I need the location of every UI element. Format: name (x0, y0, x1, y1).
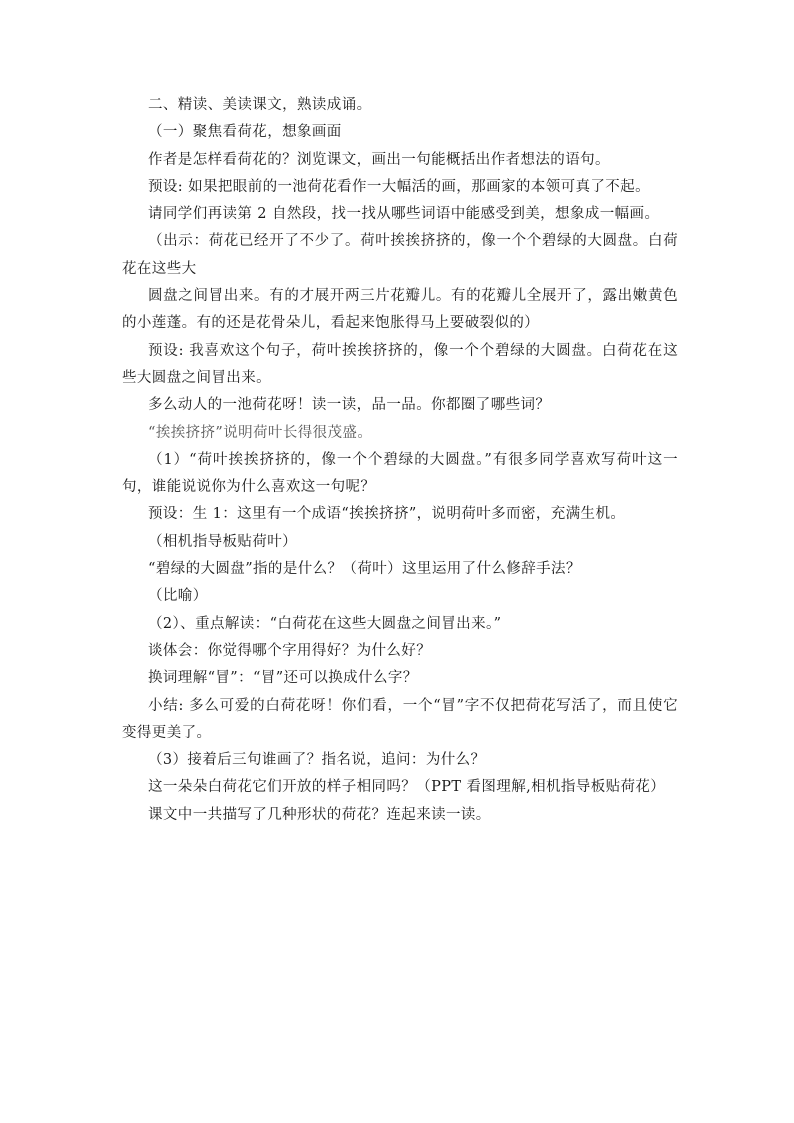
paragraph: 预设: 如果把眼前的一池荷花看作一大幅活的画，那画家的本领可真了不起。 (148, 178, 650, 195)
paragraph: （2）、重点解读：“白荷花在这些大圆盘之间冒出来。” (148, 615, 502, 632)
paragraph: “挨挨挤挤”说明荷叶长得很茂盛。 (148, 424, 373, 441)
subsection-heading: （一）聚焦看荷花，想象画面 (148, 124, 342, 141)
paragraph: （相机指导板贴荷叶） (148, 533, 297, 550)
section-heading: 二、精读、美读课文，熟读成诵。 (148, 97, 372, 113)
paragraph: 课文中一共描写了几种形状的荷花？连起来读一读。 (148, 806, 491, 823)
paragraph: 作者是怎样看荷花的？浏览课文，画出一句能概括出作者想法的语句。 (148, 151, 610, 168)
paragraph: 圆盘之间冒出来。有的才展开两三片花瓣儿。有的花瓣儿全展开了，露出嫩黄色的小莲蓬。有的还是花骨朵儿，看起来饱胀得马上要破裂似的） (122, 288, 678, 332)
paragraph: 预设: 我喜欢这个句子，荷叶挨挨挤挤的，像一个个碧绿的大圆盘。白荷花在这些大圆盘之间冒出来。 (122, 342, 678, 386)
paragraph: （出示：荷花已经开了不少了。荷叶挨挨挤挤的，像一个个碧绿的大圆盘。白荷花在这些大 (122, 233, 678, 277)
paragraph: 谈体会：你觉得哪个字用得好？为什么好？ (148, 642, 432, 659)
paragraph: 这一朵朵白荷花它们开放的样子相同吗？（PPT 看图理解,相机指导板贴荷花） (148, 779, 666, 796)
lesson-body (122, 92, 678, 829)
paragraph: （比喻） (148, 588, 208, 605)
paragraph: （1）“荷叶挨挨挤挤的，像一个个碧绿的大圆盘。”有很多同学喜欢写荷叶这一句，谁能说说你为什么喜欢这一句呢？ (122, 451, 678, 496)
paragraph: 请同学们再读第 2 自然段，找一找从哪些词语中能感受到美，想象成一幅画。 (148, 206, 660, 223)
paragraph: 多么动人的一池荷花呀！读一读，品一品。你都圈了哪些词？ (148, 397, 551, 414)
paragraph: 预设：生 1：这里有一个成语“挨挨挤挤”，说明荷叶多而密，充满生机。 (148, 506, 626, 523)
paragraph: （3）接着后三句谁画了？指名说，追问：为什么？ (148, 752, 486, 769)
paragraph: 小结: 多么可爱的白荷花呀！你们看，一个“冒”字不仅把荷花写活了，而且使它变得更美了。 (122, 697, 678, 741)
paragraph: “碧绿的大圆盘”指的是什么？（荷叶）这里运用了什么修辞手法？ (148, 561, 581, 578)
paragraph: 换词理解“冒”：“冒”还可以换成什么字？ (148, 670, 418, 687)
